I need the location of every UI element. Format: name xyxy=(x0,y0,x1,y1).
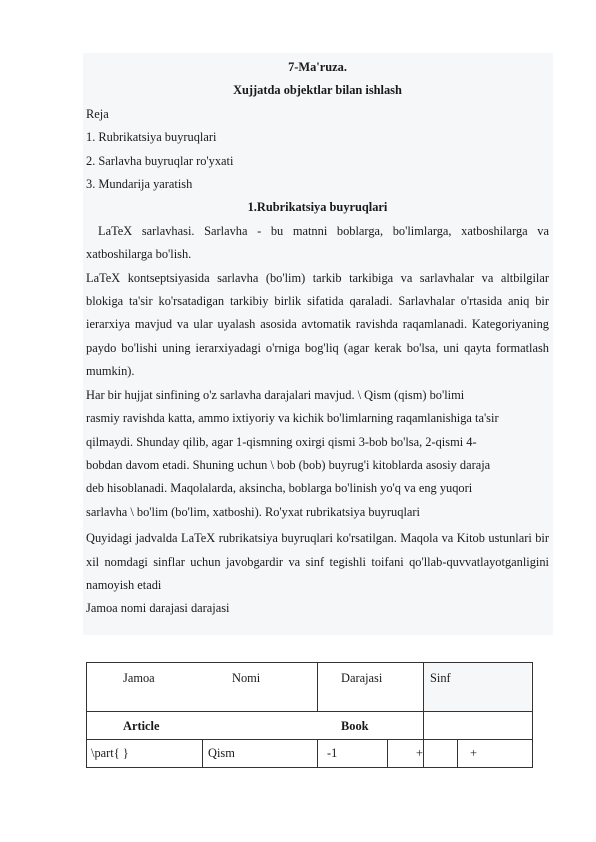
paragraph: LaTeX sarlavhasi. Sarlavha - bu matnni boblarga, bo'limlarga, xatboshilarga va xatboshilarga bo'lish. xyxy=(86,223,549,262)
header-sinf: Sinf xyxy=(430,671,451,685)
document-body xyxy=(86,56,549,621)
paragraph: LaTeX kontseptsiyasida sarlavha (bo'lim) tarkib tarkibiga va sarlavhalar va altbilgilar blokiga ta'sir ko'rsatadigan tarkibiy birlik sifatida qaraladi. Sarlavhalar o'rtasida aniq bir ierarxiya mavjud va ular uyalash asosida avtomatik ravishda raqamlanadi. Kategoriyaning paydo bo'lishi uning ierarxiyadagi o'rniga bog'liq (agar kerak bo'lsa, uni qayta formatlash mumkin). xyxy=(86,270,549,379)
column-divider xyxy=(317,739,318,767)
subheader-article: Article xyxy=(123,719,160,733)
paragraph-line: deb hisoblanadi. Maqolalarda, aksincha, boblarga bo'linish yo'q va eng yuqori xyxy=(86,481,473,496)
column-divider xyxy=(457,739,458,767)
column-divider xyxy=(317,663,318,711)
row-divider xyxy=(87,711,532,712)
paragraph: Quyidagi jadvalda LaTeX rubrikatsiya buyruqlari ko'rsatilgan. Maqola va Kitob ustunlari bir xil nomdagi sinflar uchun javobgardir va sinf tegishli toifani qo'llab-quvvatlayotganligini namoyish etadi xyxy=(86,531,549,592)
paragraph-line: Har bir hujjat sinfining o'z sarlavha darajalari mavjud. \ Qism (qism) bo'limi xyxy=(86,387,465,402)
paragraph-line: sarlavha \ bo'lim (bo'lim, xatboshi). Ro'yxat rubrikatsiya buyruqlari xyxy=(86,504,420,519)
plan-item: 1. Rubrikatsiya buyruqlari xyxy=(86,130,217,145)
column-divider xyxy=(387,739,388,767)
row-divider xyxy=(87,739,532,740)
cell-level: -1 xyxy=(327,746,338,760)
paragraph-line: bobdan davom etadi. Shuning uchun \ bob (bob) buyrug'i kitoblarda asosiy daraja xyxy=(86,457,491,472)
cell-name: Qism xyxy=(208,746,235,760)
subheader-book: Book xyxy=(341,719,369,733)
column-divider xyxy=(202,739,203,767)
plan-item: 3. Mundarija yaratish xyxy=(86,177,193,192)
commands-table xyxy=(86,662,533,768)
paragraph-line: qilmaydi. Shunday qilib, agar 1-qismning oxirgi qismi 3-bob bo'lsa, 2-qismi 4- xyxy=(86,434,477,449)
header-jamoa: Jamoa xyxy=(123,671,155,685)
document-title: Xujjatda objektlar bilan ishlash xyxy=(233,83,402,98)
plan-item: 2. Sarlavha buyruqlar ro'yxati xyxy=(86,153,234,168)
cell-book: + xyxy=(470,746,477,760)
header-darajasi: Darajasi xyxy=(341,671,383,685)
paragraph xyxy=(86,384,549,524)
lecture-number: 7-Ma'ruza. xyxy=(288,60,347,74)
cell-command: \part{ } xyxy=(91,746,129,760)
paragraph-line: rasmiy ravishda katta, ammo ixtiyoriy va kichik bo'limlarning raqamlanishiga ta'sir xyxy=(86,411,499,426)
plan-label: Reja xyxy=(86,106,109,121)
cell-article: + xyxy=(416,746,423,760)
column-divider xyxy=(423,663,424,767)
table-caption: Jamoa nomi darajasi darajasi xyxy=(86,601,230,616)
section-heading: 1.Rubrikatsiya buyruqlari xyxy=(247,200,388,215)
header-nomi: Nomi xyxy=(232,671,261,685)
